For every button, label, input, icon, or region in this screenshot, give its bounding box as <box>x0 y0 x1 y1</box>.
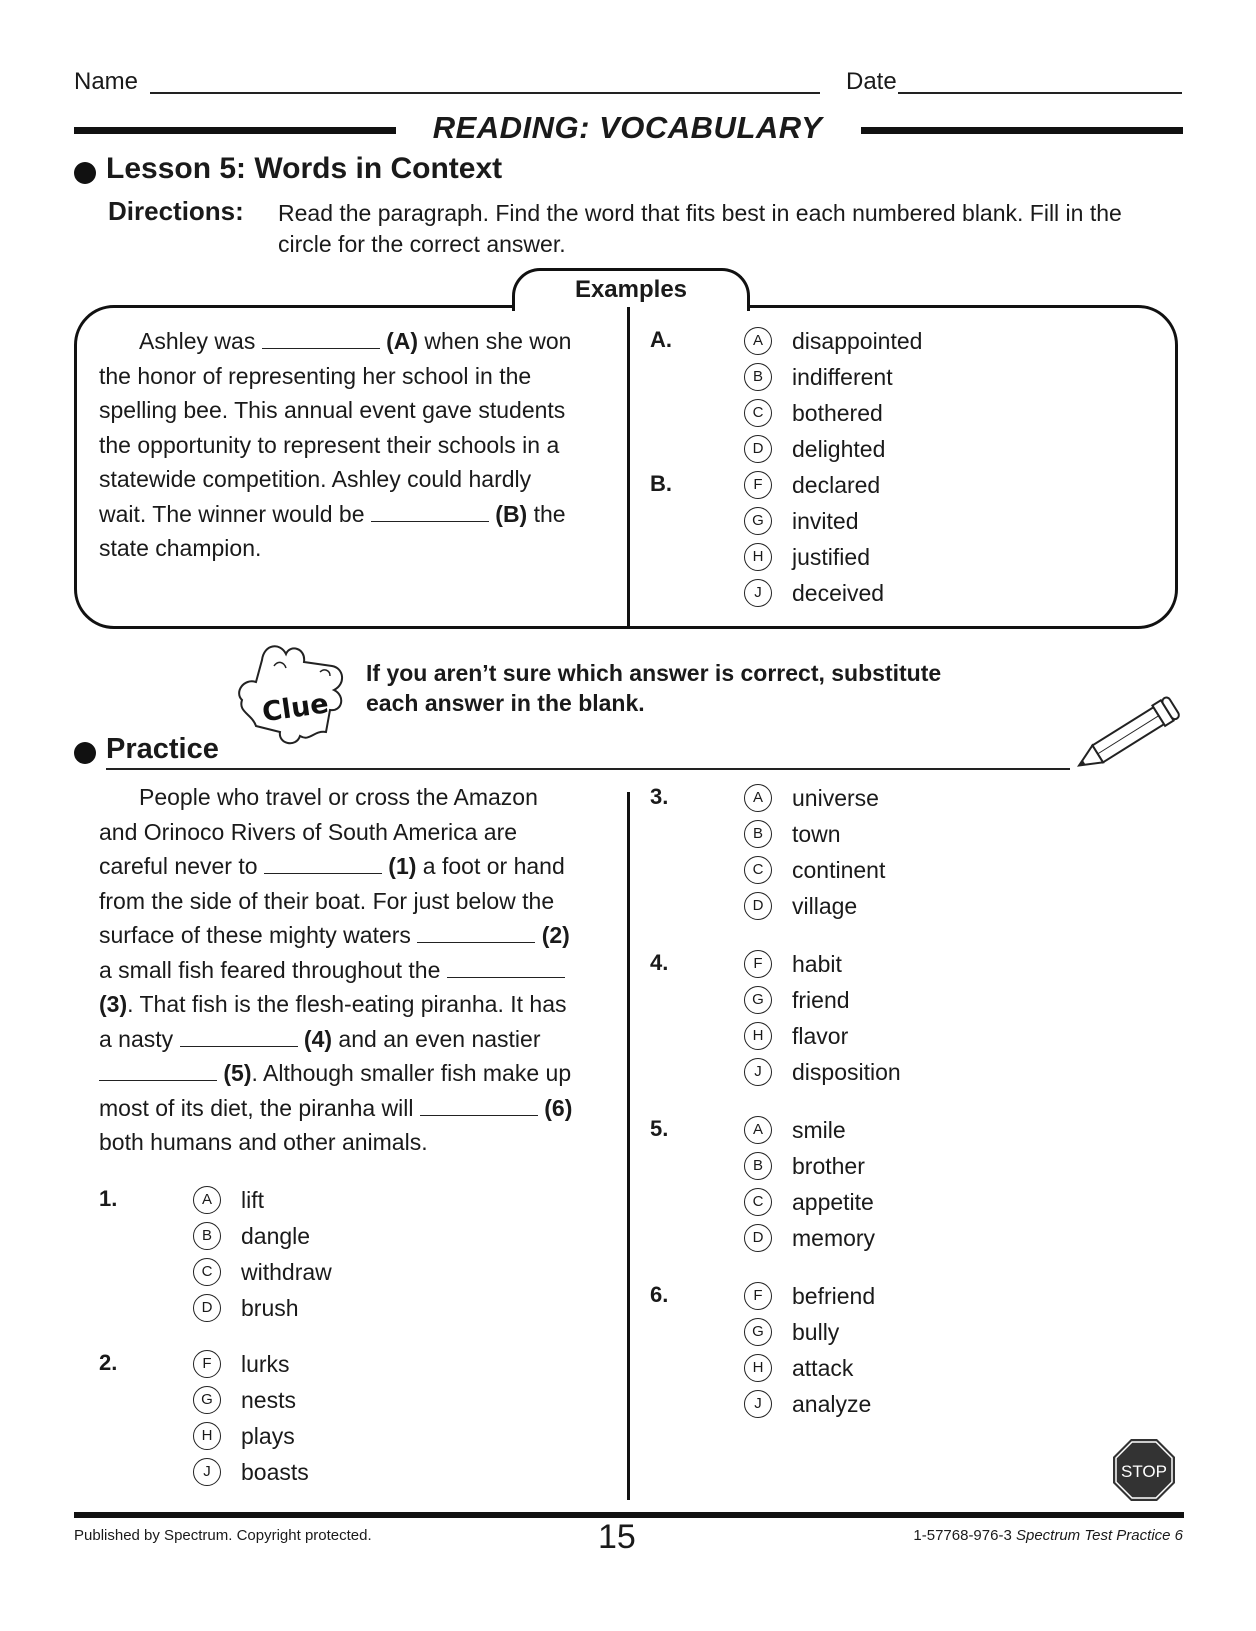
answer-bubble[interactable]: B <box>193 1222 221 1250</box>
blank-marker: (B) <box>488 500 528 527</box>
examples-tab: Examples <box>512 268 750 311</box>
section-title: READING: VOCABULARY <box>432 110 823 145</box>
answer-options <box>744 467 1170 611</box>
answer-options <box>744 1278 1170 1422</box>
answer-bubble[interactable]: G <box>193 1386 221 1414</box>
blank-marker: (2) <box>535 922 570 948</box>
blank-marker: (3) <box>99 991 128 1017</box>
date-line[interactable] <box>898 92 1182 94</box>
answer-option[interactable] <box>193 1418 619 1454</box>
passage-text: . Although smaller fish make up <box>251 1060 572 1086</box>
title-rule-right <box>861 127 1183 134</box>
answer-blank <box>262 328 380 349</box>
practice-title: Practice <box>106 733 219 765</box>
passage-line <box>99 531 619 566</box>
question-block <box>650 323 1170 467</box>
answer-option[interactable] <box>193 1382 619 1418</box>
answer-bubble[interactable]: J <box>193 1458 221 1486</box>
answer-text: brush <box>241 1295 299 1321</box>
passage-line <box>99 849 619 884</box>
answer-option[interactable] <box>193 1218 619 1254</box>
answer-option[interactable] <box>744 852 1170 888</box>
answer-text: disposition <box>792 1059 901 1085</box>
practice-questions-left <box>99 1182 619 1510</box>
passage-line <box>99 1056 619 1091</box>
answer-bubble[interactable]: D <box>193 1294 221 1322</box>
answer-text: nests <box>241 1387 296 1413</box>
directions-label: Directions: <box>108 196 244 226</box>
answer-blank <box>417 922 535 943</box>
answer-bubble[interactable]: C <box>193 1258 221 1286</box>
page-number: 15 <box>598 1518 636 1556</box>
answer-bubble[interactable]: D <box>744 1224 772 1252</box>
passage-line <box>99 324 619 359</box>
answer-option[interactable] <box>744 323 1170 359</box>
answer-options <box>193 1182 619 1326</box>
answer-option[interactable] <box>193 1346 619 1382</box>
footer-book-title: Spectrum Test Practice 6 <box>1015 1527 1183 1544</box>
answer-text: lift <box>241 1187 264 1213</box>
answer-bubble[interactable]: C <box>744 856 772 884</box>
answer-options <box>744 780 1170 924</box>
answer-bubble[interactable]: H <box>744 1354 772 1382</box>
question-block <box>650 1278 1170 1422</box>
passage-line <box>99 815 619 850</box>
stop-sign-icon <box>1112 1438 1176 1502</box>
answer-bubble[interactable]: H <box>193 1422 221 1450</box>
footer-publisher: Published by Spectrum. Copyright protected. <box>74 1527 372 1544</box>
answer-blank <box>447 957 565 978</box>
answer-text: befriend <box>792 1283 876 1309</box>
answer-option[interactable] <box>193 1290 619 1326</box>
passage-text: a foot or hand <box>416 853 565 879</box>
answer-text: town <box>792 821 841 847</box>
clue-line-2: each answer in the blank. <box>366 690 645 716</box>
answer-text: memory <box>792 1225 876 1251</box>
answer-blank <box>264 853 382 874</box>
question-number: 5. <box>650 1116 669 1141</box>
passage-line <box>99 1125 619 1160</box>
examples-questions <box>650 323 1170 611</box>
name-line[interactable] <box>150 92 820 94</box>
question-number: B. <box>650 471 672 496</box>
answer-text: withdraw <box>241 1259 332 1285</box>
answer-bubble[interactable]: F <box>744 950 772 978</box>
practice-questions-right <box>650 780 1170 1444</box>
footer-isbn: 1-57768-976-3 <box>913 1527 1012 1544</box>
answer-option[interactable] <box>744 1018 1170 1054</box>
question-block <box>99 1182 619 1326</box>
answer-text: flavor <box>792 1023 849 1049</box>
practice-divider <box>627 792 630 1500</box>
passage-line <box>99 497 619 532</box>
passage-text: the opportunity to represent their schools in a <box>99 431 560 458</box>
answer-text: brother <box>792 1153 865 1179</box>
passage-text: Ashley was <box>139 328 262 354</box>
answer-blank <box>420 1095 538 1116</box>
answer-text: declared <box>792 472 881 498</box>
question-block <box>650 780 1170 924</box>
answer-bubble[interactable]: J <box>744 1390 772 1418</box>
stop-label: STOP <box>1121 1462 1167 1481</box>
answer-bubble[interactable]: J <box>744 1058 772 1086</box>
answer-bubble[interactable]: H <box>744 543 772 571</box>
answer-bubble[interactable]: A <box>744 1116 772 1144</box>
passage-line <box>99 953 619 988</box>
clue-badge-text: Clue <box>260 688 331 729</box>
practice-rule <box>106 768 1070 770</box>
answer-bubble[interactable]: A <box>744 327 772 355</box>
question-block <box>650 1112 1170 1256</box>
passage-text: state champion. <box>99 535 262 561</box>
answer-bubble[interactable]: B <box>744 1152 772 1180</box>
answer-option[interactable] <box>744 1148 1170 1184</box>
question-number: 3. <box>650 784 669 809</box>
answer-text: smile <box>792 1117 846 1143</box>
answer-options <box>744 1112 1170 1256</box>
answer-text: deceived <box>792 580 885 606</box>
directions-text: Read the paragraph. Find the word that fits best in each numbered blank. Fill in the circle for the correct answer. <box>278 200 1122 257</box>
answer-bubble[interactable]: A <box>744 784 772 812</box>
passage-text: the honor of representing her school in the <box>99 362 532 389</box>
passage-line <box>99 780 619 815</box>
passage-text: a nasty <box>99 1025 180 1052</box>
passage-line <box>99 918 619 953</box>
answer-bubble[interactable]: B <box>744 363 772 391</box>
answer-options <box>744 323 1170 467</box>
answer-blank <box>99 1060 217 1081</box>
passage-line <box>99 428 619 463</box>
blank-marker: (6) <box>537 1094 573 1121</box>
answer-option[interactable] <box>744 780 1170 816</box>
answer-text: invited <box>792 508 859 534</box>
answer-text: friend <box>792 987 850 1013</box>
answer-option[interactable] <box>193 1454 619 1490</box>
answer-text: appetite <box>792 1189 874 1215</box>
answer-text: bully <box>792 1319 840 1345</box>
answer-option[interactable] <box>744 503 1170 539</box>
passage-text: statewide competition. Ashley could hardly <box>99 466 532 492</box>
question-number: 6. <box>650 1282 669 1307</box>
question-number: 2. <box>99 1350 118 1375</box>
blank-marker: (4) <box>297 1025 333 1052</box>
answer-bubble[interactable]: G <box>744 1318 772 1346</box>
answer-bubble[interactable]: B <box>744 820 772 848</box>
question-block <box>99 1346 619 1490</box>
passage-line <box>99 393 619 428</box>
blank-marker: (5) <box>217 1060 252 1086</box>
examples-divider <box>627 307 630 627</box>
answer-bubble[interactable]: F <box>744 471 772 499</box>
answer-bubble[interactable]: C <box>744 1188 772 1216</box>
answer-text: disappointed <box>792 328 923 354</box>
lesson-title: Lesson 5: Words in Context <box>106 152 503 185</box>
passage-text: surface of these mighty waters <box>99 922 418 948</box>
passage-text: . That fish is the flesh-eating piranha. It has <box>127 991 567 1017</box>
answer-option[interactable] <box>744 1350 1170 1386</box>
passage-text: the <box>527 500 566 527</box>
bullet-icon <box>74 742 96 764</box>
passage-text: wait. The winner would be <box>99 500 371 527</box>
answer-blank <box>180 1026 298 1047</box>
answer-option[interactable] <box>744 395 1170 431</box>
answer-option[interactable] <box>744 539 1170 575</box>
answer-option[interactable] <box>744 888 1170 924</box>
passage-line <box>99 1022 619 1057</box>
passage-line <box>99 359 619 394</box>
answer-option[interactable] <box>744 946 1170 982</box>
question-block <box>650 946 1170 1090</box>
passage-text: spelling bee. This annual event gave students <box>99 397 566 423</box>
answer-bubble[interactable]: F <box>193 1350 221 1378</box>
passage-line <box>99 987 619 1022</box>
answer-blank <box>371 501 489 522</box>
answer-option[interactable] <box>193 1254 619 1290</box>
answer-bubble[interactable]: G <box>744 507 772 535</box>
answer-bubble[interactable]: A <box>193 1186 221 1214</box>
answer-bubble[interactable]: C <box>744 399 772 427</box>
passage-line <box>99 462 619 497</box>
blank-marker: (A) <box>379 328 419 354</box>
answer-bubble[interactable]: D <box>744 892 772 920</box>
answer-text: habit <box>792 951 842 977</box>
answer-option[interactable] <box>744 1220 1170 1256</box>
answer-text: continent <box>792 857 886 883</box>
passage-text: People who travel or cross the Amazon <box>139 784 538 810</box>
question-number: 1. <box>99 1186 118 1211</box>
answer-options <box>193 1346 619 1490</box>
name-label: Name <box>74 68 139 95</box>
title-rule-left <box>74 127 396 134</box>
clue-text <box>366 658 941 718</box>
clue-line-1: If you aren’t sure which answer is correct, substitute <box>366 660 942 686</box>
answer-text: village <box>792 893 858 919</box>
passage-line <box>99 884 619 919</box>
footer-book-info <box>913 1527 1183 1544</box>
passage-text: and Orinoco Rivers of South America are <box>99 818 518 845</box>
answer-options <box>744 946 1170 1090</box>
answer-option[interactable] <box>744 1314 1170 1350</box>
answer-text: justified <box>792 544 870 570</box>
answer-option[interactable] <box>744 982 1170 1018</box>
answer-text: universe <box>792 785 879 811</box>
puzzle-piece-icon <box>234 638 354 750</box>
answer-text: bothered <box>792 400 883 426</box>
date-label: Date <box>846 68 897 95</box>
answer-text: indifferent <box>792 364 893 390</box>
blank-marker: (1) <box>381 853 417 879</box>
answer-text: delighted <box>792 436 886 462</box>
passage-text: most of its diet, the piranha will <box>99 1094 420 1121</box>
answer-option[interactable] <box>744 359 1170 395</box>
answer-option[interactable] <box>744 575 1170 611</box>
answer-text: plays <box>241 1423 295 1449</box>
passage-text: a small fish feared throughout the <box>99 956 447 983</box>
answer-text: attack <box>792 1355 854 1381</box>
passage-text: from the side of their boat. For just below the <box>99 887 555 914</box>
question-number: A. <box>650 327 672 352</box>
practice-passage <box>99 780 619 1160</box>
answer-bubble[interactable]: J <box>744 579 772 607</box>
answer-option[interactable] <box>744 1112 1170 1148</box>
question-number: 4. <box>650 950 669 975</box>
answer-option[interactable] <box>744 1386 1170 1422</box>
answer-bubble[interactable]: F <box>744 1282 772 1310</box>
passage-text: both humans and other animals. <box>99 1129 428 1155</box>
answer-option[interactable] <box>744 1184 1170 1220</box>
question-block <box>650 467 1170 611</box>
answer-option[interactable] <box>744 467 1170 503</box>
pencil-icon <box>1068 690 1184 780</box>
answer-text: dangle <box>241 1223 311 1249</box>
answer-option[interactable] <box>744 1278 1170 1314</box>
answer-text: lurks <box>241 1351 290 1377</box>
answer-option[interactable] <box>744 431 1170 467</box>
answer-bubble[interactable]: D <box>744 435 772 463</box>
answer-text: analyze <box>792 1391 872 1417</box>
passage-text: and an even nastier <box>332 1025 541 1052</box>
bullet-icon <box>74 162 96 184</box>
answer-bubble[interactable]: G <box>744 986 772 1014</box>
answer-option[interactable] <box>744 1054 1170 1090</box>
answer-option[interactable] <box>193 1182 619 1218</box>
passage-text: when she won <box>418 328 572 354</box>
examples-passage <box>99 324 619 566</box>
answer-option[interactable] <box>744 816 1170 852</box>
passage-line <box>99 1091 619 1126</box>
passage-text: careful never to <box>99 853 264 879</box>
answer-bubble[interactable]: H <box>744 1022 772 1050</box>
answer-text: boasts <box>241 1459 309 1485</box>
